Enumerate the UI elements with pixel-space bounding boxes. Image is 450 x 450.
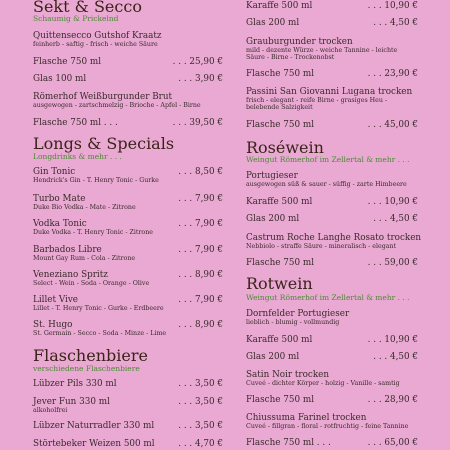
drink-name: Barbados Libre — [33, 245, 102, 255]
drink-desc: Duke Bio Vodka - Mate - Zitrone — [33, 204, 136, 211]
wine-desc: lieblich - blumig - vollmundig — [246, 319, 340, 326]
price-row — [33, 57, 223, 67]
beer-row — [33, 439, 223, 449]
drink-price: . . . 7,90 € — [178, 295, 223, 305]
wine-desc: mild - dezente Würze - weiche Tannine - leichte — [246, 47, 398, 54]
section-title-rosewein: Roséwein — [246, 138, 324, 157]
beer-name: Lübzer Naturradler 330 ml — [33, 421, 155, 431]
price-label: Flasche 750 ml — [246, 69, 315, 79]
drink-name: St. Hugo — [33, 320, 73, 330]
price-label: Flasche 750 ml . . . — [33, 118, 118, 128]
drink-name: Vodka Tonic — [33, 219, 87, 229]
section-subtitle-sekt: Schaumig & Prickelnd — [33, 14, 119, 23]
wine-desc: Säure - Birne - Trockenobst — [246, 54, 335, 61]
drink-row — [33, 245, 223, 255]
price-row — [246, 120, 418, 130]
wine-name: Grauburgunder trocken — [246, 37, 353, 47]
drink-row — [33, 167, 223, 177]
wine-desc: frisch - elegant - reife Birne - grasiges Heu - — [246, 97, 388, 104]
section-subtitle-longs: Longdrinks & mehr . . . — [33, 152, 122, 161]
item-name: Quittensecco Gutshof Kraatz — [33, 31, 162, 41]
drink-name: Lillet Vive — [33, 295, 79, 305]
item-desc: feinherb - saftig - frisch - weiche Säure — [33, 41, 158, 48]
price-label: Flasche 750 ml . . . — [246, 438, 331, 448]
wine-name: Dornfelder Portugieser — [246, 309, 350, 319]
price-row — [246, 352, 418, 362]
price-value: . . . 10,90 € — [367, 1, 418, 11]
wine-name: Satin Noir trocken — [246, 370, 330, 380]
drink-desc: Lillet - T. Henry Tonic - Gurke - Erdbeere — [33, 305, 164, 312]
item-name: Römerhof Weißburgunder Brut — [33, 92, 173, 102]
section-title-flaschenbiere: Flaschenbiere — [33, 346, 148, 365]
drink-name: Turbo Mate — [33, 194, 86, 204]
drink-price: . . . 8,90 € — [178, 320, 223, 330]
wine-name: Passini San Giovanni Lugana trocken — [246, 87, 413, 97]
beer-price: . . . 4,70 € — [178, 439, 223, 449]
section-subtitle-rosewein: Weingut Römerhof im Zellertal & mehr . . . — [246, 155, 410, 164]
price-value: . . . 4,50 € — [373, 18, 418, 28]
section-title-sekt: Sekt & Secco — [33, 0, 142, 16]
price-value: . . . 10,90 € — [367, 197, 418, 207]
drink-price: . . . 7,90 € — [178, 219, 223, 229]
wine-desc: belebende Salzigkeit — [246, 104, 313, 111]
price-label: Karaffe 500 ml — [246, 1, 313, 11]
wine-desc: Nebbiolo - straffe Säure - mineralisch - elegant — [246, 243, 397, 250]
price-label: Glas 100 ml — [33, 74, 87, 84]
price-label: Karaffe 500 ml — [246, 197, 313, 207]
drink-desc: St. Germain - Secco - Soda - Minze - Lime — [33, 330, 167, 337]
wine-desc: Cuveé - fillgran - floral - rotfruchtig - feine Tannine — [246, 423, 409, 430]
price-label: Karaffe 500 ml — [246, 335, 313, 345]
price-label: Flasche 750 ml — [246, 258, 315, 268]
beer-price: . . . 3,50 € — [178, 379, 223, 389]
beer-price: . . . 3,50 € — [178, 421, 223, 431]
beer-name: Jever Fun 330 ml — [33, 397, 110, 407]
beer-row — [33, 397, 223, 407]
drink-price: . . . 7,90 € — [178, 194, 223, 204]
drink-name: Gin Tonic — [33, 167, 76, 177]
drink-price: . . . 7,90 € — [178, 245, 223, 255]
price-value: . . . 39,50 € — [172, 118, 223, 128]
section-subtitle-flaschenbiere: verschiedene Flaschenbiere — [33, 364, 140, 373]
wine-name: Chiussuma Farinel trocken — [246, 413, 367, 423]
price-value: . . . 4,50 € — [373, 214, 418, 224]
beer-row — [33, 421, 223, 431]
price-value: . . . 45,00 € — [367, 120, 418, 130]
price-label: Flasche 750 ml — [246, 395, 315, 405]
item-desc: ausgewogen - zartschmelzig - Brioche - Apfel - Birne — [33, 102, 201, 109]
drink-desc: Duke Vodka - T. Henry Tonic - Zitrone — [33, 229, 153, 236]
price-row — [246, 395, 418, 405]
price-label: Flasche 750 ml — [33, 57, 102, 67]
section-title-rotwein: Rotwein — [246, 274, 313, 293]
wine-desc: Cuveé - dichter Körper - holzig - Vanille - samtig — [246, 380, 400, 387]
price-row — [246, 214, 418, 224]
drink-desc: Hendrick's Gin - T. Henry Tonic - Gurke — [33, 177, 159, 184]
price-label: Glas 200 ml — [246, 352, 300, 362]
price-row — [33, 74, 223, 84]
drink-row — [33, 320, 223, 330]
drink-row — [33, 295, 223, 305]
price-row — [246, 438, 418, 448]
price-value: . . . 3,90 € — [178, 74, 223, 84]
wine-name: Portugieser — [246, 171, 298, 181]
beer-name: Störtebeker Weizen 500 ml — [33, 439, 155, 449]
drink-desc: Select - Wein - Soda - Orange - Olive — [33, 280, 150, 287]
price-label: Glas 200 ml — [246, 18, 300, 28]
price-row — [246, 335, 418, 345]
beer-desc: alkoholfrei — [33, 407, 68, 414]
drink-name: Veneziano Spritz — [33, 270, 108, 280]
price-row — [246, 258, 418, 268]
price-row — [33, 118, 223, 128]
drink-price: . . . 8,90 € — [178, 270, 223, 280]
price-value: . . . 4,50 € — [373, 352, 418, 362]
price-row — [246, 18, 418, 28]
drink-price: . . . 8,50 € — [178, 167, 223, 177]
beer-price: . . . 3,50 € — [178, 397, 223, 407]
section-title-longs: Longs & Specials — [33, 134, 175, 153]
price-row — [246, 1, 418, 11]
beer-row — [33, 379, 223, 389]
drink-row — [33, 194, 223, 204]
price-value: . . . 28,90 € — [367, 395, 418, 405]
price-label: Flasche 750 ml — [246, 120, 315, 130]
price-row — [246, 69, 418, 79]
drink-desc: Mount Gay Rum - Cola - Zitrone — [33, 255, 136, 262]
section-subtitle-rotwein: Weingut Römerhof im Zellertal & mehr . . . — [246, 293, 410, 302]
price-value: . . . 65,00 € — [367, 438, 418, 448]
price-row — [246, 197, 418, 207]
price-label: Glas 200 ml — [246, 214, 300, 224]
price-value: . . . 10,90 € — [367, 335, 418, 345]
price-value: . . . 59,00 € — [367, 258, 418, 268]
price-value: . . . 25,90 € — [172, 57, 223, 67]
drink-row — [33, 270, 223, 280]
wine-desc: ausgewogen süß & sauer - süffig - zarte Himbeere — [246, 181, 407, 188]
drink-row — [33, 219, 223, 229]
wine-name: Castrum Roche Langhe Rosato trocken — [246, 233, 422, 243]
beer-name: Lübzer Pils 330 ml — [33, 379, 117, 389]
price-value: . . . 23,90 € — [367, 69, 418, 79]
